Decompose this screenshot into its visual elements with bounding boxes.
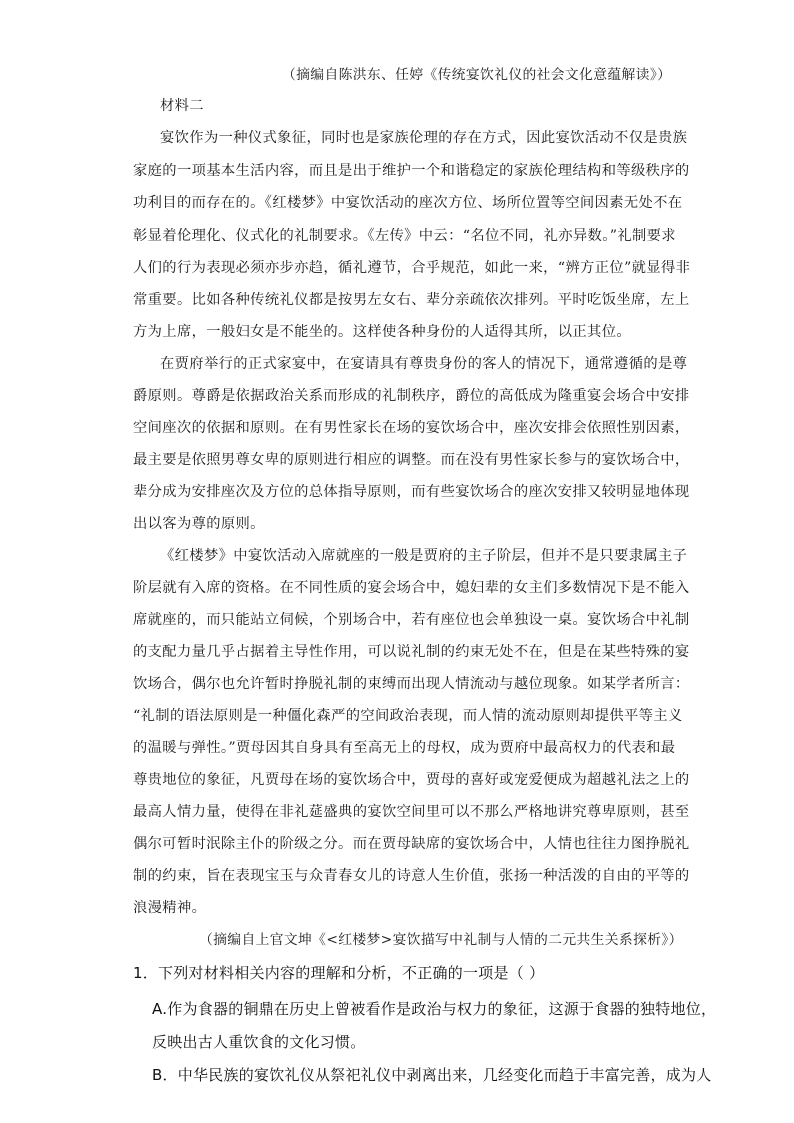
paragraph-line: 席就座的，而只能站立伺候，个别场合中，若有座位也会单独设一桌。宴饮场合中礼制 <box>133 612 690 628</box>
paragraph-line: 最主要是依照男尊女卑的原则进行相应的调整。而在没有男性家长参与的宴饮场合中， <box>133 452 690 468</box>
paragraph-line: 辈分成为安排座次及方位的总体指导原则，而有些宴饮场合的座次安排又较明显地体现 <box>133 484 690 500</box>
paragraph-line: 出以客为尊的原则。 <box>133 516 265 532</box>
paragraph-line: 的温暖与弹性。”贾母因其自身具有至高无上的母权，成为贾府中最高权力的代表和最 <box>133 740 676 756</box>
paragraph-line: 饮场合，偶尔也允许暂时挣脱礼制的束缚而出现人情流动与越位现象。如某学者所言： <box>133 676 690 692</box>
paragraph-line: 浪漫精神。 <box>133 900 207 916</box>
option-a-line: A.作为食器的铜鼎在历史上曾被看作是政治与权力的象征，这源于食器的独特地位， <box>152 1000 717 1018</box>
source-citation-2: （摘编自上官文坤《<红楼梦>宴饮描写中礼制与人情的二元共生关系探析》） <box>199 932 683 948</box>
paragraph-line: 宴饮作为一种仪式象征，同时也是家族伦理的存在方式，因此宴饮活动不仅是贵族 <box>160 130 688 146</box>
option-b-line: B．中华民族的宴饮礼仪从祭祀礼仪中剥离出来，几经变化而趋于丰富完善，成为人 <box>152 1066 712 1084</box>
paragraph-line: 最高人情力量，使得在非礼莚盛典的宴饮空间里可以不那么严格地讲究尊卑原则，甚至 <box>133 804 690 820</box>
paragraph-line: 方为上席，一般妇女是不能坐的。这样使各种身份的人适得其所，以正其位。 <box>133 324 631 340</box>
paragraph-line: 空间座次的依据和原则。在有男性家长在场的宴饮场合中，座次安排会依照性别因素， <box>133 420 690 436</box>
paragraph-line: 偶尔可暂时泯除主仆的阶级之分。而在贾母缺席的宴饮场合中，人情也往往力图挣脱礼 <box>133 836 690 852</box>
paragraph-line: 彰显着伦理化、仪式化的礼制要求。《左传》中云：“名位不同，礼亦异数。”礼制要求 <box>133 228 676 244</box>
paragraph-line: 的支配力量几乎占据着主导性作用，可以说礼制的约束无处不在，但是在某些特殊的宴 <box>133 644 690 660</box>
paragraph-line: 家庭的一项基本生活内容，而且是出于维护一个和谐稳定的家族伦理结构和等级秩序的 <box>133 163 690 179</box>
paragraph-line: “礼制的语法原则是一种僵化森严的空间政治表现，而人情的流动原则却提供平等主义 <box>133 708 683 724</box>
paragraph-line: 爵原则。尊爵是依据政治关系而形成的礼制秩序，爵位的高低成为隆重宴会场合中安排 <box>133 388 690 404</box>
paragraph-line: 阶层就有入席的资格。在不同性质的宴会场合中，媳妇辈的女主们多数情况下是不能入 <box>133 580 690 596</box>
paragraph-line: 尊贵地位的象征，凡贾母在场的宴饮场合中，贾母的喜好或宠爱便成为超越礼法之上的 <box>133 772 690 788</box>
source-citation-1: （摘编自陈洪东、任婷《传统宴饮礼仪的社会文化意蕴解读》） <box>282 67 672 83</box>
paragraph-line: 制的约束，旨在表现宝玉与众青春女儿的诗意人生价值，张扬一种活泼的自由的平等的 <box>133 868 690 884</box>
paragraph-line: 人们的行为表现必须亦步亦趋，循礼遵节，合乎规范，如此一来，“辨方正位”就显得非 <box>133 260 691 276</box>
paragraph-line: 《红楼梦》中宴饮活动入席就座的一般是贾府的主子阶层，但并不是只要隶属主子 <box>160 548 688 564</box>
paragraph-line: 功利目的而存在的。《红楼梦》中宴饮活动的座次方位、场所位置等空间因素无处不在 <box>133 195 683 211</box>
question-stem: 1．下列对材料相关内容的理解和分析，不正确的一项是（ ） <box>133 964 545 982</box>
paragraph-line: 在贾府举行的正式家宴中，在宴请具有尊贵身份的客人的情况下，通常遵循的是尊 <box>160 356 688 372</box>
option-a-line: 反映出古人重饮食的文化习惯。 <box>152 1033 366 1051</box>
section-heading: 材料二 <box>160 98 204 114</box>
paragraph-line: 常重要。比如各种传统礼仪都是按男左女右、辈分亲疏依次排列。平时吃饭坐席，左上 <box>133 292 690 308</box>
